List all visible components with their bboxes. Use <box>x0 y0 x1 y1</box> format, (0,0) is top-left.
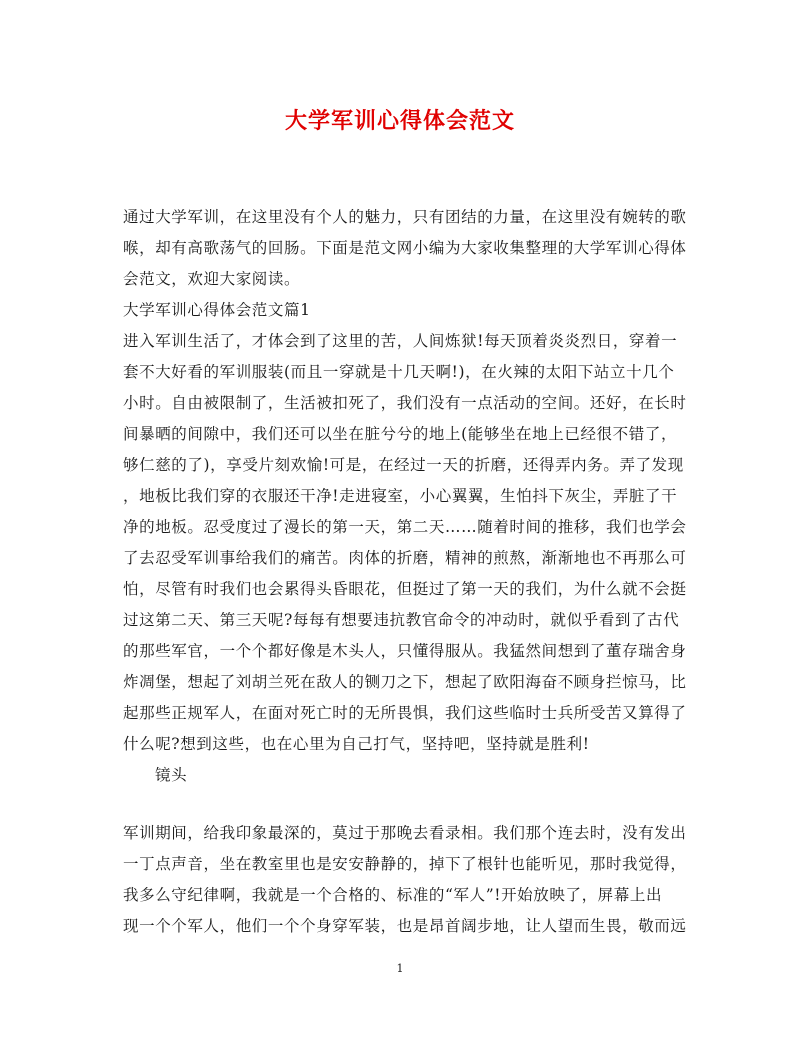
section-heading: 大学军训心得体会范文篇1 <box>123 301 311 319</box>
intro-line: 喉，却有高歌荡气的回肠。下面是范文网小编为大家收集整理的大学军训心得体 <box>123 239 687 257</box>
body-line: 军训期间，给我印象最深的，莫过于那晚去看录相。我们那个连去时，没有发出 <box>123 824 687 842</box>
body-line: 我多么守纪律啊，我就是一个合格的、标准的“军人”!开始放映了，屏幕上出 <box>123 886 663 904</box>
body-line: 了去忍受军训事给我们的痛苦。肉体的折磨，精神的煎熬，渐渐地也不再那么可 <box>123 549 687 567</box>
page-title: 大学军训心得体会范文 <box>284 108 515 134</box>
body-line: 起那些正规军人，在面对死亡时的无所畏惧，我们这些临时士兵所受苦又算得了 <box>123 704 687 722</box>
body-line: 什么呢?想到这些，也在心里为自己打气，坚持吧，坚持就是胜利! <box>123 735 590 753</box>
body-line: 过这第二天、第三天呢?每每有想要违抗教官命令的冲动时，就似乎看到了古代 <box>123 611 680 629</box>
body-line: 的那些军官，一个个都好像是木头人，只懂得服从。我猛然间想到了董存瑞舍身 <box>123 642 687 660</box>
body-line: 炸凋堡，想起了刘胡兰死在敌人的铡刀之下，想起了欧阳海奋不顾身拦惊马，比 <box>123 673 687 691</box>
body-line: 现一个个军人，他们一个个身穿军装，也是昂首阔步地，让人望而生畏，敬而远 <box>123 917 687 935</box>
body-line: 间暴晒的间隙中，我们还可以坐在脏兮兮的地上(能够坐在地上已经很不错了， <box>123 425 678 443</box>
body-line: 怕，尽管有时我们也会累得头昏眼花，但挺过了第一天的我们，为什么就不会挺 <box>123 580 687 598</box>
body-line: 套不大好看的军训服装(而且一穿就是十几天啊!)，在火辣的太阳下站立十几个 <box>123 363 675 381</box>
body-line: 一丁点声音，坐在教室里也是安安静静的，掉下了根针也能听见，那时我觉得， <box>123 855 687 873</box>
body-line: 小时。自由被限制了，生活被扣死了，我们没有一点活动的空间。还好，在长时 <box>123 394 687 412</box>
body-line: 够仁慈的了)，享受片刻欢愉!可是，在经过一天的折磨，还得弄内务。弄了发现 <box>123 456 684 474</box>
intro-line: 通过大学军训，在这里没有个人的魅力，只有团结的力量，在这里没有婉转的歌 <box>123 208 687 226</box>
body-line: 净的地板。忍受度过了漫长的第一天，第二天……随着时间的推移，我们也学会 <box>123 518 687 536</box>
subheading: 镜头 <box>155 766 188 784</box>
body-line: ，地板比我们穿的衣服还干净!走进寝室，小心翼翼，生怕抖下灰尘，弄脏了干 <box>123 487 678 505</box>
body-line: 进入军训生活了，才体会到了这里的苦，人间炼狱!每天顶着炎炎烈日，穿着一 <box>123 332 678 350</box>
page-number: 1 <box>396 962 404 975</box>
intro-line: 会范文，欢迎大家阅读。 <box>123 270 301 288</box>
